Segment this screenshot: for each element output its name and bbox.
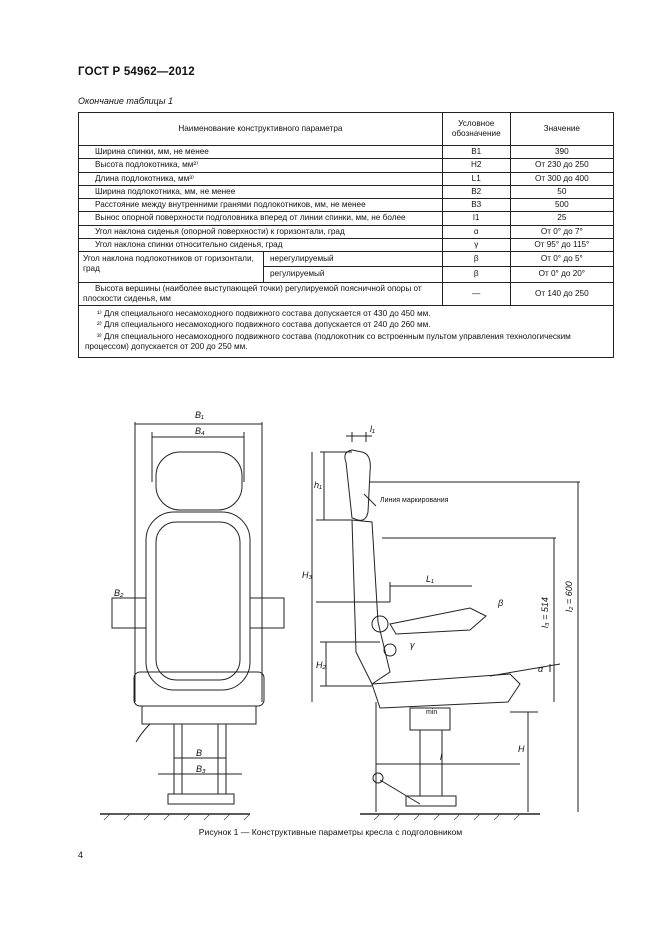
label-h3: H₃ xyxy=(302,570,313,580)
label-beta: β xyxy=(498,598,504,608)
param-name: Угол наклона сиденья (опорной поверхности) к горизонтали, град xyxy=(79,225,443,238)
headrest-front xyxy=(156,452,242,510)
label-b1: B₁ xyxy=(195,410,204,420)
param-symbol: γ xyxy=(442,238,510,251)
label-b3: B₃ xyxy=(196,764,206,774)
armrest-adjustable-label: регулируемый xyxy=(270,269,325,279)
param-value: 25 xyxy=(510,212,613,225)
param-name: Высота подлокотника, мм²⁾ xyxy=(79,159,443,172)
table-row xyxy=(79,146,614,159)
param-symbol: L1 xyxy=(442,172,510,185)
col-header-name: Наименование конструктивного параметра xyxy=(79,113,443,146)
footnote: ³⁾ Для специального несамоходного подвижного состава (подлокотник со встроенным пультом управления технологическим процессом) допускается от 200 до 250 мм. xyxy=(85,331,571,351)
table-row xyxy=(79,225,614,238)
table-header-row xyxy=(79,113,614,146)
label-b2: B₂ xyxy=(114,588,124,598)
table-row xyxy=(79,238,614,251)
param-symbol: B2 xyxy=(442,185,510,198)
param-value: От 0° до 7° xyxy=(510,225,613,238)
table-caption: Окончание таблицы 1 xyxy=(78,96,173,106)
param-name: Ширина спинки, мм, не менее xyxy=(79,146,443,159)
label-alpha: α xyxy=(538,664,544,674)
armrest-fixed-value: От 0° до 5° xyxy=(511,252,613,267)
footnote: ¹⁾ Для специального несамоходного подвижного состава допускается от 430 до 450 мм. xyxy=(97,309,431,318)
param-symbol: B3 xyxy=(442,199,510,212)
label-gamma: γ xyxy=(410,640,415,650)
param-name: Угол наклона спинки относительно сиденья, град xyxy=(79,238,443,251)
armrest-fixed-label: нерегулируемый xyxy=(264,252,442,267)
lumbar-height-symbol: — xyxy=(442,282,510,306)
param-value: 50 xyxy=(510,185,613,198)
label-l2: l₂ = 600 xyxy=(564,581,574,612)
label-seat-tag: min xyxy=(426,709,438,716)
param-name: Вынос опорной поверхности подголовника вперед от линии спинки, мм, не более xyxy=(79,212,443,225)
label-h1: h₁ xyxy=(314,480,322,490)
table-notes xyxy=(79,306,614,358)
footnote: ²⁾ Для специального несамоходного подвижного состава допускается от 240 до 260 мм. xyxy=(97,320,431,330)
document-header: ГОСТ Р 54962—2012 xyxy=(78,66,195,78)
label-l3: l₃ = 514 xyxy=(540,597,550,628)
label-b4: B₄ xyxy=(195,426,205,436)
table-row xyxy=(79,252,614,283)
param-symbol: l1 xyxy=(442,212,510,225)
table-row xyxy=(79,172,614,185)
label-l: l xyxy=(440,752,442,762)
seat-side xyxy=(372,674,520,708)
label-L1: L₁ xyxy=(426,574,434,584)
table-row xyxy=(79,185,614,198)
lumbar-height-label: Высота вершины (наиболее выступающей точки) регулируемой поясничной опоры от плоскости сиденья, мм xyxy=(79,282,443,306)
col-header-symbol: Условное обозначение xyxy=(442,113,510,146)
label-b: B xyxy=(196,748,203,758)
armrest-angle-label: Угол наклона подлокотников от горизонтали, град xyxy=(79,252,264,282)
param-value: 500 xyxy=(510,199,613,212)
page-number: 4 xyxy=(78,850,84,860)
armrest-adjustable-value: От 0° до 20° xyxy=(538,269,586,279)
armrest-adjustable-symbol: β xyxy=(473,269,479,279)
parameters-table xyxy=(78,112,614,358)
headrest-side xyxy=(345,450,370,520)
table-row xyxy=(79,159,614,172)
param-value: От 300 до 400 xyxy=(510,172,613,185)
param-symbol: B1 xyxy=(442,146,510,159)
param-value: От 95° до 115° xyxy=(510,238,613,251)
param-name: Ширина подлокотника, мм, не менее xyxy=(79,185,443,198)
label-marking-line: Линия маркирования xyxy=(380,497,449,504)
col-header-value: Значение xyxy=(510,113,613,146)
label-l1: l₁ xyxy=(370,424,375,434)
param-value: 390 xyxy=(510,146,613,159)
lumbar-height-value: От 140 до 250 xyxy=(510,282,613,306)
label-h2: H₂ xyxy=(316,660,326,670)
param-value: От 230 до 250 xyxy=(510,159,613,172)
backrest-front xyxy=(146,512,250,690)
param-symbol: H2 xyxy=(442,159,510,172)
armrest-side xyxy=(390,608,486,634)
param-name: Расстояние между внутренними гранями подлокотников, мм, не менее xyxy=(79,199,443,212)
seat-figure xyxy=(90,402,574,822)
param-name: Длина подлокотника, мм³⁾ xyxy=(79,172,443,185)
table-row xyxy=(79,282,614,306)
param-symbol: α xyxy=(442,225,510,238)
figure-caption: Рисунок 1 — Конструктивные параметры кресла с подголовником xyxy=(198,827,463,837)
armrest-fixed-symbol: β xyxy=(443,252,510,267)
label-h: H xyxy=(518,744,525,754)
table-row xyxy=(79,212,614,225)
table-row xyxy=(79,199,614,212)
